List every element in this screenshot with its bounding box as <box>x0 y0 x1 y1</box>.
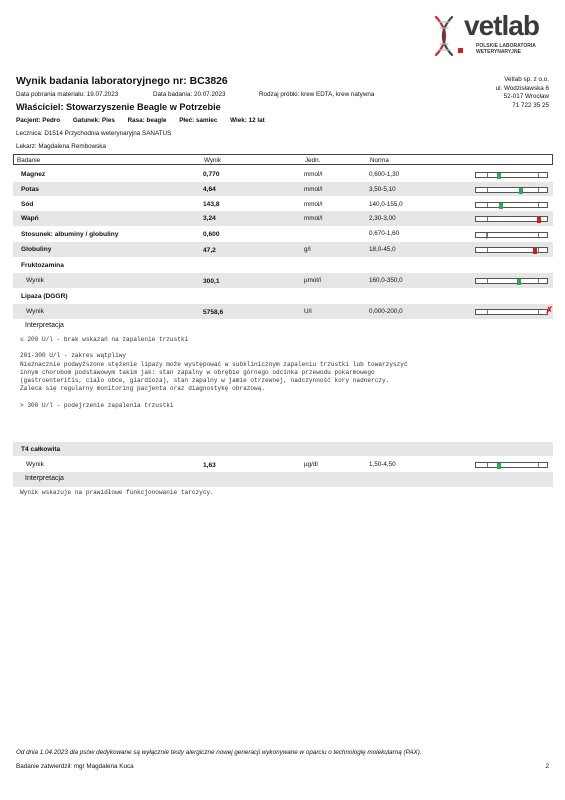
interpretation-label: Interpretacja <box>25 475 64 482</box>
test-name: Wapń <box>21 215 39 222</box>
range-tick <box>538 233 539 237</box>
range-tick <box>487 217 488 221</box>
approved-by: Badanie zatwierdził: mgr Magdalena Kuca <box>16 763 134 770</box>
owner: Właściciel: Stowarzyszenie Beagle w Potrzebie <box>16 102 221 112</box>
interpretation-label-lipaza <box>13 319 553 335</box>
test-norm: 3,50-5,10 <box>369 186 396 193</box>
test-value: 0,770 <box>203 171 220 178</box>
test-value: 143,8 <box>203 201 220 208</box>
group-header-lipaza <box>13 289 553 303</box>
range-bar <box>475 216 548 222</box>
range-tick <box>538 310 539 314</box>
result-marker <box>497 173 501 179</box>
test-norm: 2,30-3,00 <box>369 215 396 222</box>
lab-address <box>496 76 549 110</box>
result-row-potas <box>13 182 553 196</box>
result-marker <box>533 248 537 254</box>
result-row-globuliny <box>13 242 553 257</box>
header-result: Wynik <box>204 156 222 164</box>
interpretation-label-t4 <box>13 472 553 487</box>
test-value: 3,24 <box>203 215 216 222</box>
out-of-range-icon: ✗ <box>545 305 553 315</box>
test-unit: U/l <box>304 308 312 315</box>
test-unit: µmol/l <box>304 277 321 284</box>
group-header-t4 <box>13 442 553 456</box>
results-table-header <box>13 154 553 165</box>
group-header-fruktozamina <box>13 258 553 272</box>
collection-date: Data pobrania materiału: 19.07.2023 <box>16 91 119 98</box>
result-marker <box>497 463 501 469</box>
result-marker <box>517 279 521 285</box>
test-norm: 1,50-4,50 <box>369 461 396 468</box>
doctor: Lekarz: Magdalena Rembowska <box>16 143 106 150</box>
range-tick <box>487 203 488 207</box>
test-unit: mmol/l <box>304 201 323 208</box>
test-norm: 0,670-1,60 <box>369 230 400 237</box>
range-bar <box>475 305 553 315</box>
test-value: 300,1 <box>203 278 220 285</box>
interpretation-text-lipaza: ≤ 200 U/l - brak wskazań na zapalenie trzustki 201-300 U/l - zakres wątpliwy Nieznacznie podwyższone stężenie lipazy może występować w subklinicznym zapaleniu trzustki lub towarzyszyć innym chorobom podstawowym takim jak: stan zapalny w obrębie górnego odcinka przewodu pokarmowego (gastroenteritis, ciało obce, giardioza), stan zapalny w jamie otrzewnej, nadczynność kory nadnerczy. Zaleca się regularny monitoring pacjenta oraz diagnostykę obrazową. > 300 U/l - podejrzenie zapalenia trzustki <box>20 336 408 409</box>
test-value: 1,63 <box>203 462 216 469</box>
test-value: 4,64 <box>203 186 216 193</box>
logo-line1: POLSKIE LABORATORIA <box>476 43 536 49</box>
range-bar <box>475 232 548 238</box>
result-marker <box>519 188 523 194</box>
interpretation-label: Interpretacja <box>25 322 64 329</box>
result-row-fruktozamina <box>13 273 553 288</box>
test-norm: 0,000-200,0 <box>369 308 403 315</box>
group-name: T4 całkowita <box>21 446 61 453</box>
result-marker <box>537 217 541 223</box>
test-value: 5758,6 <box>203 309 224 316</box>
test-name: Wynik <box>26 277 44 284</box>
lab-phone: 71 722 35 25 <box>512 101 549 109</box>
test-unit: µg/dl <box>304 461 318 468</box>
lab-street: ul. Wodzisławska 6 <box>495 84 549 92</box>
range-bar <box>475 278 548 284</box>
header-test: Badanie <box>17 156 41 164</box>
clinic: Lecznica: D1514 Przychodnia weterynaryjna SANATUS <box>16 130 172 137</box>
result-row-magnez <box>13 168 553 181</box>
test-unit: g/l <box>304 246 311 253</box>
test-unit: mmol/l <box>304 171 323 178</box>
test-norm: 0,600-1,30 <box>369 171 400 178</box>
range-tick <box>487 173 488 177</box>
result-row-wapn <box>13 211 553 226</box>
range-tick <box>487 248 488 252</box>
test-unit: mmol/l <box>304 215 323 222</box>
vetlab-logo <box>428 10 544 58</box>
test-name: Sód <box>21 201 34 208</box>
test-name: Stosunek: albuminy / globuliny <box>21 231 119 238</box>
lab-city: 52-017 Wrocław <box>503 93 549 101</box>
patient-species: Gatunek: Pies <box>72 117 115 124</box>
test-name: Potas <box>21 186 39 193</box>
test-value: 0,600 <box>203 231 220 238</box>
test-date: Data badania: 20.07.2023 <box>153 91 226 98</box>
range-tick <box>538 463 539 467</box>
patient-breed: Rasa: beagle <box>127 117 167 124</box>
range-tick <box>487 188 488 192</box>
range-bar <box>475 462 548 468</box>
test-name: Wynik <box>26 308 44 315</box>
result-marker <box>486 233 487 239</box>
result-row-sod <box>13 197 553 211</box>
range-bar <box>475 187 548 193</box>
range-tick <box>538 173 539 177</box>
range-tick <box>487 279 488 283</box>
test-value: 47,2 <box>203 247 216 254</box>
header-norm: Norma <box>370 156 389 164</box>
test-unit: mmol/l <box>304 186 323 193</box>
result-row-t4 <box>13 457 553 472</box>
patient-name: Pacjent: Pedro <box>16 117 61 124</box>
interpretation-text-t4: Wynik wskazuje na prawidłowe funkcjonowanie tarczycy. <box>20 489 214 496</box>
header-unit: Jedn. <box>305 156 321 164</box>
range-tick <box>538 279 539 283</box>
test-name: Wynik <box>26 461 44 468</box>
range-tick <box>538 248 539 252</box>
range-tick <box>538 203 539 207</box>
result-row-lipaza <box>13 304 553 319</box>
range-tick <box>538 188 539 192</box>
patient-age: Wiek: 12 lat <box>230 117 265 124</box>
test-name: Magnez <box>21 171 46 178</box>
test-norm: 140,0-155,0 <box>369 201 403 208</box>
group-name: Lipaza (DGGR) <box>21 293 68 300</box>
test-name: Globuliny <box>21 246 52 253</box>
test-norm: 160,0-350,0 <box>369 277 403 284</box>
footer-note: Od dnia 1.04.2023 dla psów dedykowane są wyłącznie testy alergiczne nowej generacji wykonywane w oparciu o technologię molekularną (PAX). <box>16 749 422 756</box>
test-norm: 18,0-45,0 <box>369 246 396 253</box>
range-tick <box>487 310 488 314</box>
sample-type: Rodzaj próbki: krew EDTA, krew natywna <box>259 91 375 98</box>
lab-name: Vetlab sp. z o.o. <box>504 76 549 83</box>
page-number: 2 <box>545 763 549 770</box>
range-tick <box>487 233 488 237</box>
range-bar <box>475 202 548 208</box>
result-row-stosunek <box>13 227 553 242</box>
logo-line2: WETERYNARYJNE <box>476 49 521 55</box>
patient-sex: Płeć: samiec <box>179 117 218 124</box>
report-title: Wynik badania laboratoryjnego nr: BC3826 <box>16 76 228 87</box>
range-bar <box>475 247 548 253</box>
result-marker <box>499 203 503 209</box>
logo-brand: vetlab <box>464 10 539 41</box>
group-name: Fruktozamina <box>21 262 64 269</box>
patient-info <box>16 117 276 124</box>
range-tick <box>487 463 488 467</box>
range-bar <box>475 172 548 178</box>
